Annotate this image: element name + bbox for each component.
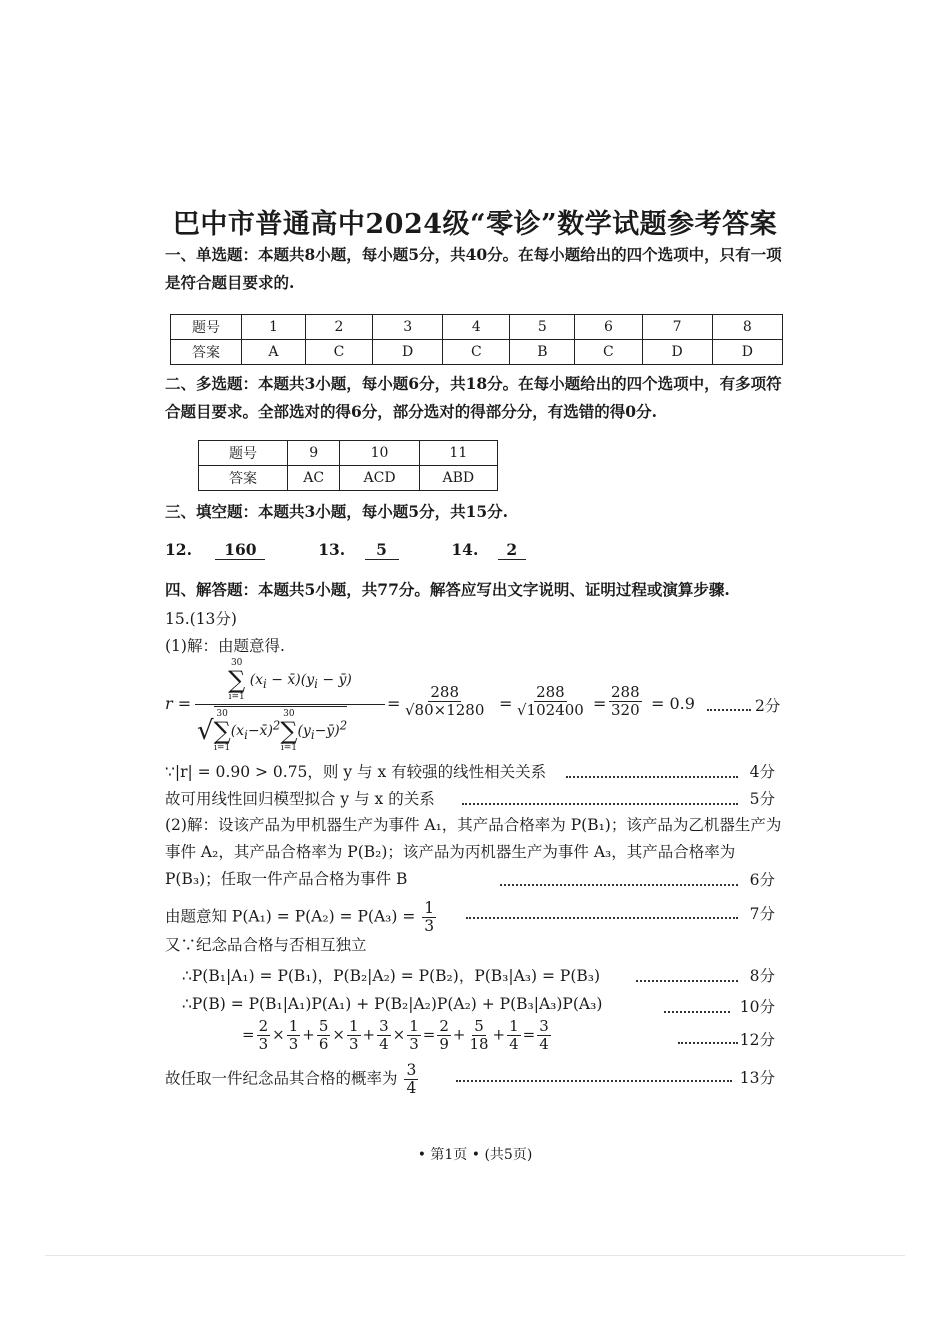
section4-heading: 四、解答题：本题共5小题，共77分。解答应写出文字说明、证明过程或演算步骤. [165,580,730,599]
final-fraction: $\frac{3}{4}$ [406,1061,417,1097]
part2-text: (2)解：设该产品为甲机器生产为事件 A₁，其产品合格率为 P(B₁)；该产品为乙机器生产为事件 A₂，其产品合格率为 P(B₂)；该产品为丙机器生产为事件 A₃，其产品合格率为 P(B₃)；任取一件产品合格为事件 B [165,816,782,888]
table-cell: 10 [340,441,419,466]
table-cell: 6 [575,315,642,340]
score: 10分 [739,998,775,1016]
model-line: 故可用线性回归模型拟合 y 与 x 的关系 [165,790,435,808]
score: 8分 [749,967,775,985]
calc-frac: $\frac{5}{6}$ [318,1017,329,1053]
multi-choice-answer-table [198,440,498,491]
table-row [171,340,783,365]
page-footer: • 第1页 • (共5页) [417,1147,533,1163]
cond-line: ∴P(B₁|A₁) = P(B₁)，P(B₂|A₂) = P(B₂)，P(B₃|A₃) = P(B₃) [182,967,601,985]
table-cell: C [443,340,510,365]
fill-num: 14. [451,540,479,559]
calc-frac: $\frac{1}{3}$ [409,1017,419,1053]
fill-blank-answers [165,540,526,560]
table-cell: 3 [373,315,443,340]
table-cell: 9 [288,441,340,466]
table-cell: 11 [419,441,497,466]
fill-num: 13. [318,540,346,559]
final-text: 故任取一件纪念品其合格的概率为 [165,1069,398,1088]
table-cell: 2 [305,315,372,340]
table-cell: D [373,340,443,365]
abs-r-line: ∵|r| = 0.90 > 0.75，则 y 与 x 有较强的线性相关关系 [165,763,547,781]
divider [45,1255,905,1256]
table-cell: 5 [510,315,575,340]
score: 12分 [739,1031,775,1049]
section2-heading: 二、多选题：本题共3小题，每小题6分，共18分。在每小题给出的四个选项中，有多项符合题目要求。全部选对的得6分，部分选对的得部分分，有选错的得0分. [165,374,782,421]
formula-frac-3: $\frac{288}{320}$ [611,683,640,719]
score: 4分 [749,763,775,781]
score: 7分 [749,905,775,923]
table-cell: D [642,340,712,365]
calc-line: = $\frac{2}{3}$ × $\frac{1}{3}$ + $\frac{5}{6}$ × $\frac{1}{3}$ + $\frac{3}{4}$ × $\frac{1}{3}$ = $\frac{2}{9}$ + $\frac{5}{18}$ + $\frac{1}{4}$ = $\frac{3}{4}$ [242,1017,549,1053]
formula-result: = 0.9 [651,694,695,713]
table-header-cell: 题号 [171,315,242,340]
table-cell: ABD [419,466,497,491]
formula-frac-1: $\frac{288}{√80\times 1280}$ [405,683,485,719]
formula-numerator: 30 ∑ i=1 ($x_i$ − $x̄)(y_i$ − ȳ) [228,658,352,702]
total-prob-line: ∴P(B) = P(B₁|A₁)P(A₁) + P(B₂|A₂)P(A₂) + P(B₃|A₃)P(A₃) [182,995,603,1013]
single-choice-answer-table [170,314,783,365]
section3-heading: 三、填空题：本题共3小题，每小题5分，共15分. [165,502,509,521]
correlation-formula: r = 30 ∑ i=1 ($x_i$ − $x̄)(y_i$ − ȳ) √ 30 ∑ i=1 $(x_i-x̄)^2$ 30 ∑ i=1 $(y_i-ȳ)^2$ = $\frac{288}{√80\times 1280}$ = $\frac{288}{√102400}$ = $\frac{288}{320}$ = 0.9 2分 [165,658,781,753]
table-cell: AC [288,466,340,491]
table-row [171,315,783,340]
fill-answer: 5 [365,541,399,560]
table-cell: 7 [642,315,712,340]
table-cell: D [712,340,782,365]
formula-denominator: √ 30 ∑ i=1 $(x_i-x̄)^2$ 30 ∑ i=1 $(y_i-ȳ)^2$ [197,706,387,753]
score: 13分 [739,1069,775,1087]
calc-frac: $\frac{3}{4}$ [539,1017,549,1053]
indep-line: 又∵纪念品合格与否相互独立 [165,936,367,954]
fill-num: 12. [165,540,192,559]
fill-answer: 160 [215,541,265,560]
table-header-cell: 答案 [171,340,242,365]
formula-bar [195,704,385,705]
table-cell: 4 [443,315,510,340]
fill-answer: 2 [498,541,526,560]
q15-header: 15.(13分) [165,610,237,628]
table-cell: A [242,340,306,365]
formula-frac-2: $\frac{288}{√102400}$ [517,683,584,719]
table-header-cell: 答案 [199,466,288,491]
calc-frac: $\frac{1}{3}$ [288,1017,299,1053]
table-cell: ACD [340,466,419,491]
score: 2分 [755,697,781,715]
final-line [165,1062,420,1097]
pa-fraction: $\frac{1}{3}$ [424,899,435,935]
calc-frac: $\frac{3}{4}$ [379,1017,389,1053]
table-cell: 1 [242,315,306,340]
table-cell: B [510,340,575,365]
table-header-cell: 题号 [199,441,288,466]
table-row [199,441,498,466]
table-cell: 8 [712,315,782,340]
page-title: 巴中市普通高中2024级“零诊”数学试题参考答案 [172,209,778,240]
score: 6分 [749,871,775,889]
table-cell: C [575,340,642,365]
formula-r: r = [165,694,192,713]
calc-frac: $\frac{5}{18}$ [469,1017,489,1053]
calc-frac: $\frac{2}{3}$ [258,1017,269,1053]
calc-frac: $\frac{1}{4}$ [509,1017,519,1053]
section1-heading: 一、单选题：本题共8小题，每小题5分，共40分。在每小题给出的四个选项中，只有一项是符合题目要求的. [165,245,782,292]
score: 5分 [749,790,775,808]
pa-text: 由题意知 P(A₁) = P(A₂) = P(A₃) = [165,907,416,926]
table-row [199,466,498,491]
table-cell: C [305,340,372,365]
pa-line [165,900,438,935]
calc-frac: $\frac{1}{3}$ [348,1017,359,1053]
calc-frac: $\frac{2}{9}$ [439,1017,449,1053]
part1-intro: (1)解：由题意得. [165,637,285,655]
